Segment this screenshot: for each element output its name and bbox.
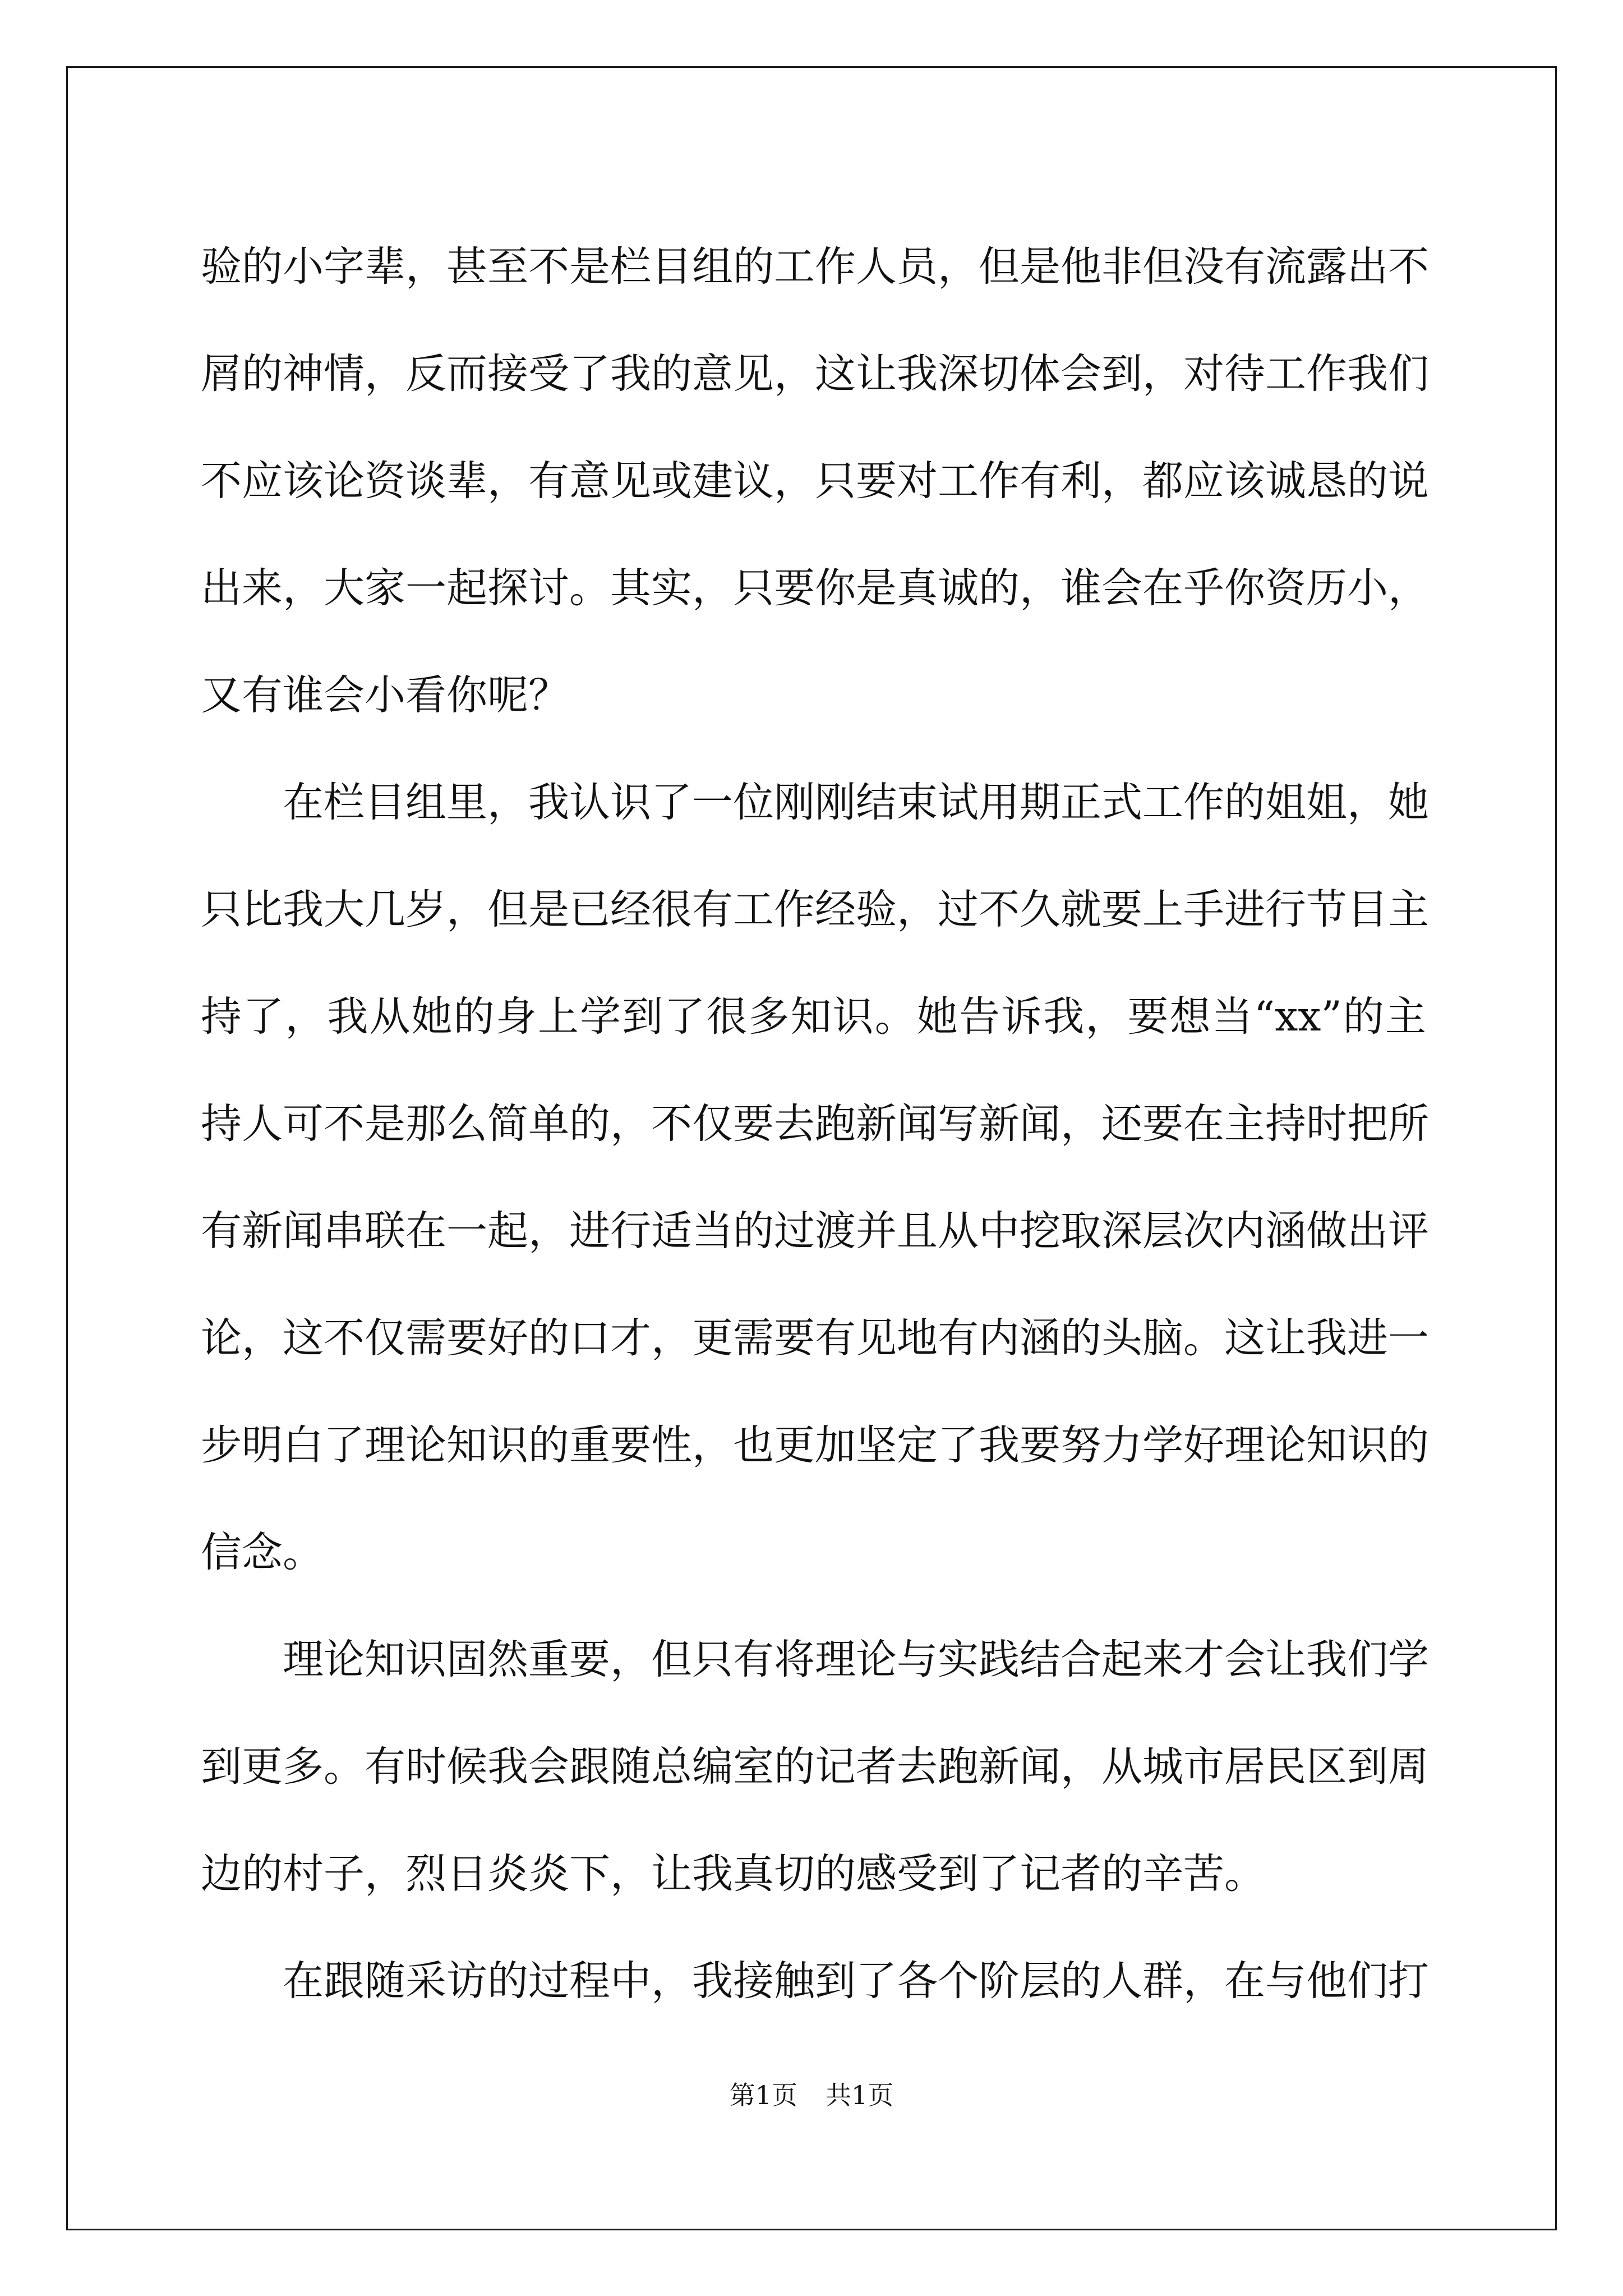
- paragraph-first-line: 在跟随采访的过程中，我接触到了各个阶层的人群，在与他们打: [283, 1957, 1429, 2005]
- text-line: 只比我大几岁，但是已经很有工作经验，过不久就要上手进行节目主: [201, 886, 1429, 933]
- paragraph-first-line: 理论知识固然重要，但只有将理论与实践结合起来才会让我们学: [283, 1636, 1429, 1683]
- page-footer: [0, 2078, 1623, 2112]
- text-line: 到更多。有时候我会跟随总编室的记者去跑新闻，从城市居民区到周: [201, 1743, 1429, 1791]
- text-line: 步明白了理论知识的重要性，也更加坚定了我要努力学好理论知识的: [201, 1421, 1429, 1469]
- document-body: [201, 213, 1429, 2035]
- paragraph-first-line: 在栏目组里，我认识了一位刚刚结束试用期正式工作的姐姐，她: [283, 779, 1429, 826]
- text-line: 持人可不是那么简单的，不仅要去跑新闻写新闻，还要在主持时把所: [201, 1100, 1429, 1148]
- text-line: 出来，大家一起探讨。其实，只要你是真诚的，谁会在乎你资历小，: [201, 564, 1429, 612]
- text-line: 边的村子，烈日炎炎下，让我真切的感受到了记者的辛苦。: [201, 1850, 1265, 1898]
- text-line: 不应该论资谈辈，有意见或建议，只要对工作有利，都应该诚恳的说: [201, 457, 1429, 505]
- text-line: 屑的神情，反而接受了我的意见，这让我深切体会到，对待工作我们: [201, 350, 1429, 398]
- text-line: 又有谁会小看你呢？: [201, 671, 569, 719]
- text-line: 持了，我从她的身上学到了很多知识。她告诉我，要想当“xx”的主: [201, 993, 1426, 1041]
- page-number: 第1页: [729, 2080, 797, 2110]
- text-line: 信念。: [201, 1529, 324, 1576]
- text-line: 有新闻串联在一起，进行适当的过渡并且从中挖取深层次内涵做出评: [201, 1207, 1429, 1255]
- text-line: 论，这不仅需要好的口才，更需要有见地有内涵的头脑。这让我进一: [201, 1314, 1429, 1362]
- page-total: 共1页: [826, 2080, 894, 2110]
- text-line: 验的小字辈，甚至不是栏目组的工作人员，但是他非但没有流露出不: [201, 243, 1429, 291]
